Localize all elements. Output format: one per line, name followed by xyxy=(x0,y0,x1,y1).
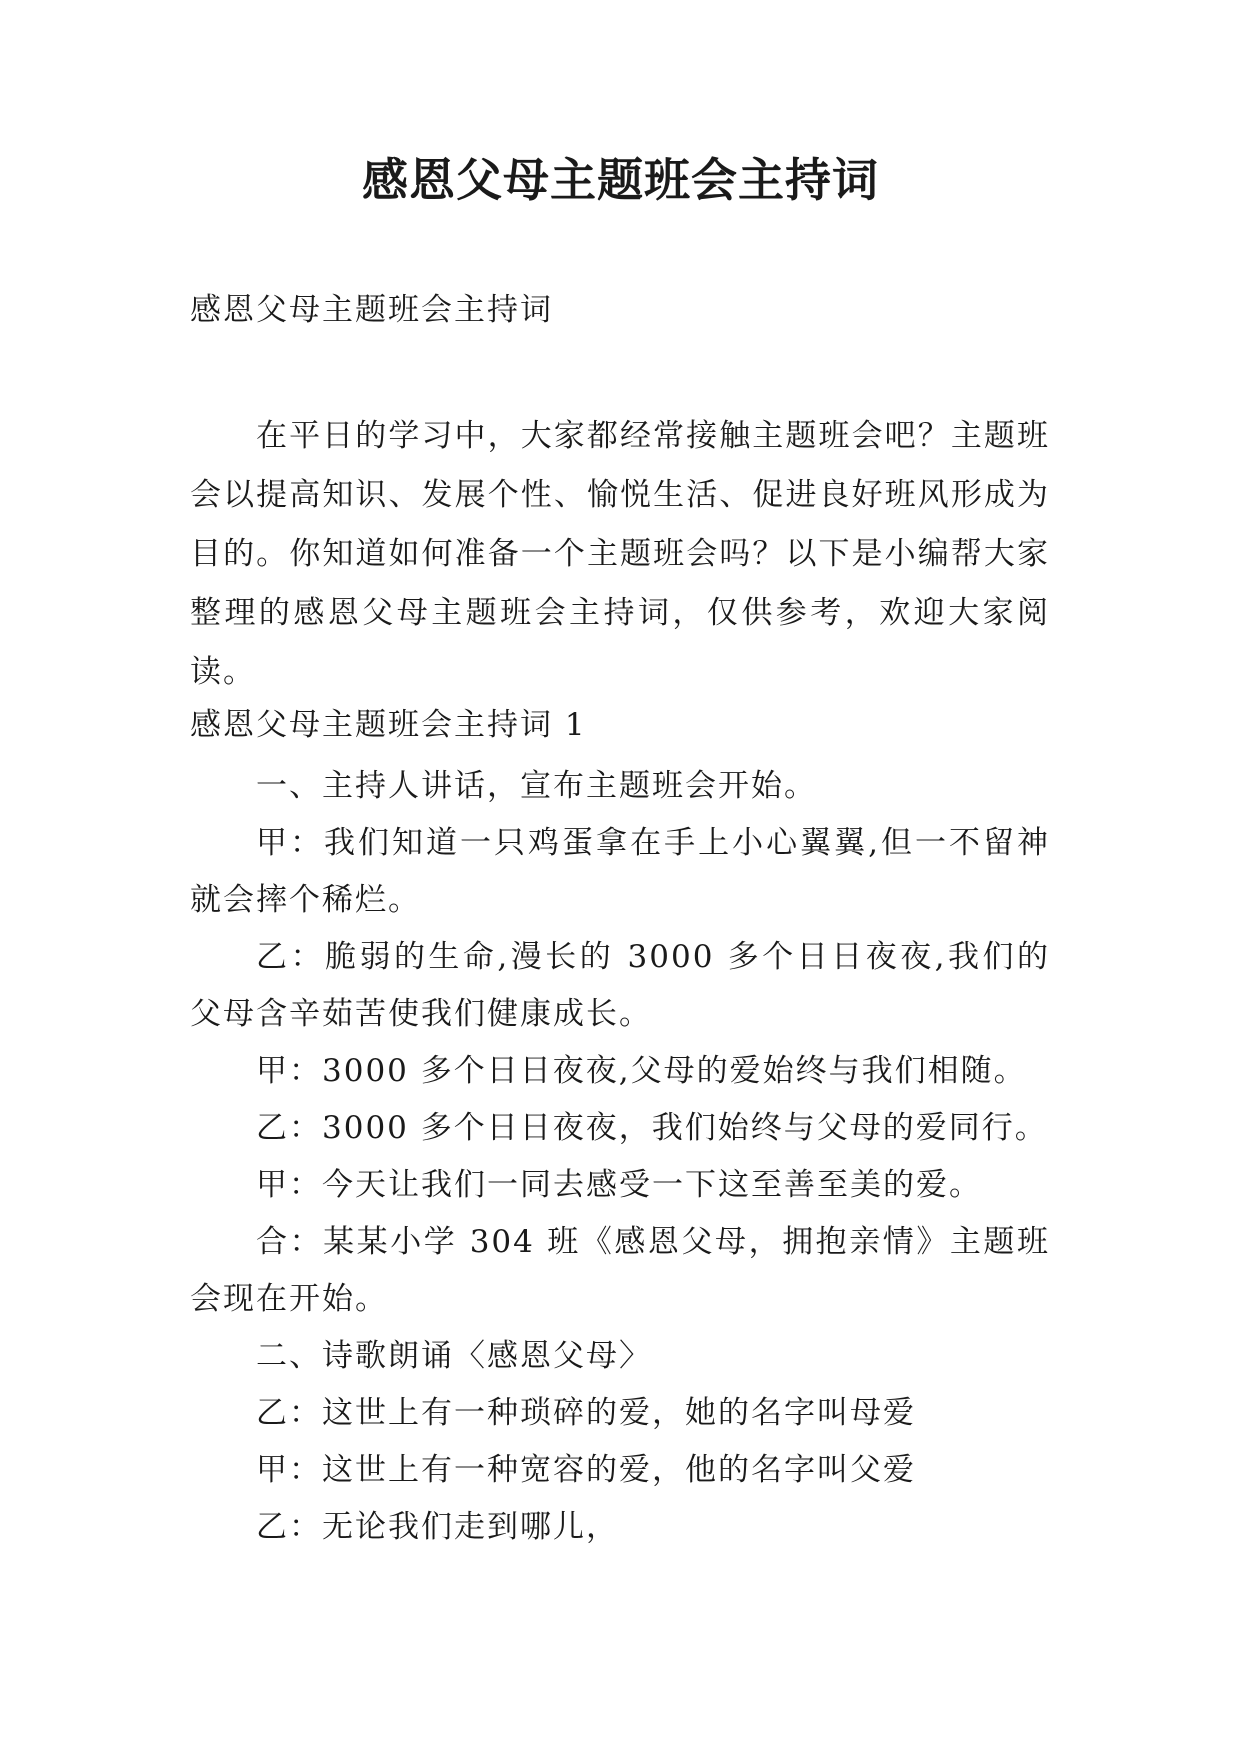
script-paragraph: 合：某某小学 304 班《感恩父母，拥抱亲情》主题班会现在开始。 xyxy=(190,1224,1050,1317)
script-paragraph: 二、诗歌朗诵〈感恩父母〉 xyxy=(256,1338,652,1374)
script-paragraph: 一、主持人讲话，宣布主题班会开始。 xyxy=(256,768,817,804)
script-paragraph: 甲：这世上有一种宽容的爱，他的名字叫父爱 xyxy=(256,1452,916,1488)
section-heading: 感恩父母主题班会主持词 1 xyxy=(190,707,587,743)
script-paragraph: 乙：3000 多个日日夜夜，我们始终与父母的爱同行。 xyxy=(256,1110,1048,1146)
intro-paragraph: 在平日的学习中，大家都经常接触主题班会吧？主题班会以提高知识、发展个性、愉悦生活、促进良好班风形成为目的。你知道如何准备一个主题班会吗？以下是小编帮大家整理的感恩父母主题班会主持词，仅供参考，欢迎大家阅读。 xyxy=(190,418,1050,690)
script-paragraph: 乙：脆弱的生命,漫长的 3000 多个日日夜夜,我们的父母含辛茹苦使我们健康成长。 xyxy=(190,939,1050,1032)
script-paragraph: 甲：我们知道一只鸡蛋拿在手上小心翼翼,但一不留神就会摔个稀烂。 xyxy=(190,825,1050,918)
script-paragraph: 甲：3000 多个日日夜夜,父母的爱始终与我们相随。 xyxy=(256,1053,1027,1089)
document-title: 感恩父母主题班会主持词 xyxy=(362,153,879,207)
document-subtitle: 感恩父母主题班会主持词 xyxy=(190,292,553,328)
script-paragraph: 甲：今天让我们一同去感受一下这至善至美的爱。 xyxy=(256,1167,982,1203)
script-body xyxy=(190,758,1050,1556)
script-paragraph: 乙：这世上有一种琐碎的爱，她的名字叫母爱 xyxy=(256,1395,916,1431)
script-paragraph: 乙：无论我们走到哪儿， xyxy=(256,1509,619,1545)
